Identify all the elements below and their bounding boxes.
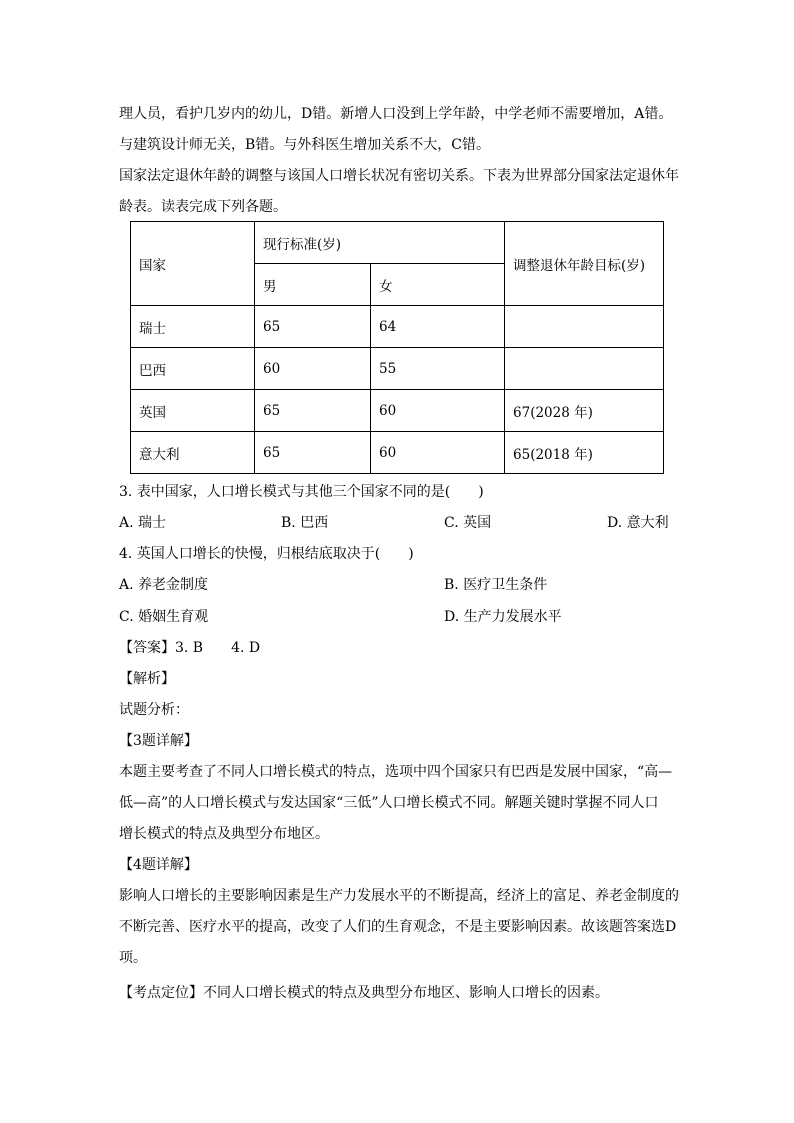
cell-country: 意大利 [131, 432, 255, 474]
table-row [131, 348, 664, 390]
cell-target: 65(2018 年) [505, 432, 664, 474]
detail-3-title: 【3题详解】 [119, 733, 198, 749]
cell-female: 55 [371, 348, 505, 390]
q3-option-c: C. 英国 [444, 515, 492, 531]
cell-target [505, 306, 664, 348]
retirement-age-table [130, 221, 664, 474]
cell-male: 65 [255, 306, 371, 348]
table-row [131, 306, 664, 348]
paragraph-line: 龄表。读表完成下列各题。 [119, 199, 287, 215]
answer-line: 【答案】3. B 4. D [119, 640, 261, 656]
paragraph-line: 理人员，看护几岁内的幼儿，D错。新增人口没到上学年龄，中学老师不需要增加，A错。 [119, 106, 673, 122]
detail-4-line: 影响人口增长的主要影响因素是生产力发展水平的不断提高，经济上的富足、养老金制度的 [119, 888, 679, 904]
detail-3-line: 增长模式的特点及典型分布地区。 [119, 826, 329, 842]
analysis-intro: 试题分析： [119, 702, 189, 718]
paragraph-line: 与建筑设计师无关，B错。与外科医生增加关系不大，C错。 [119, 137, 490, 153]
q4-option-a: A. 养老金制度 [119, 577, 209, 593]
header-target-age: 调整退休年龄目标(岁) [505, 222, 664, 306]
header-current-standard: 现行标准(岁) [255, 222, 505, 264]
q3-option-d: D. 意大利 [607, 515, 669, 531]
cell-female: 60 [371, 390, 505, 432]
cell-country: 英国 [131, 390, 255, 432]
question-4-stem: 4. 英国人口增长的快慢，归根结底取决于( ) [119, 546, 414, 562]
detail-4-title: 【4题详解】 [119, 857, 198, 873]
cell-female: 60 [371, 432, 505, 474]
header-female: 女 [371, 264, 505, 306]
question-3-stem: 3. 表中国家，人口增长模式与其他三个国家不同的是( ) [119, 484, 484, 500]
q3-option-a: A. 瑞士 [119, 515, 167, 531]
header-male: 男 [255, 264, 371, 306]
paragraph-line: 国家法定退休年龄的调整与该国人口增长状况有密切关系。下表为世界部分国家法定退休年 [119, 168, 679, 184]
detail-4-line: 项。 [119, 950, 147, 966]
cell-male: 65 [255, 390, 371, 432]
cell-country: 瑞士 [131, 306, 255, 348]
table-row [131, 432, 664, 474]
analysis-title: 【解析】 [119, 671, 175, 687]
cell-country: 巴西 [131, 348, 255, 390]
detail-3-line: 本题主要考查了不同人口增长模式的特点，选项中四个国家只有巴西是发展中国家，“高— [119, 764, 673, 780]
cell-female: 64 [371, 306, 505, 348]
q4-option-d: D. 生产力发展水平 [444, 609, 562, 625]
cell-male: 60 [255, 348, 371, 390]
cell-male: 65 [255, 432, 371, 474]
table-row [131, 390, 664, 432]
cell-target: 67(2028 年) [505, 390, 664, 432]
q4-option-b: B. 医疗卫生条件 [444, 577, 548, 593]
header-country: 国家 [131, 222, 255, 306]
key-point-line: 【考点定位】不同人口增长模式的特点及典型分布地区、影响人口增长的因素。 [119, 985, 609, 1001]
q4-option-c: C. 婚姻生育观 [119, 609, 209, 625]
cell-target [505, 348, 664, 390]
detail-4-line: 不断完善、医疗水平的提高，改变了人们的生育观念，不是主要影响因素。故该题答案选D [119, 919, 677, 935]
detail-3-line: 低—高”的人口增长模式与发达国家“三低”人口增长模式不同。解题关键时掌握不同人口 [119, 795, 659, 811]
q3-option-b: B. 巴西 [281, 515, 329, 531]
